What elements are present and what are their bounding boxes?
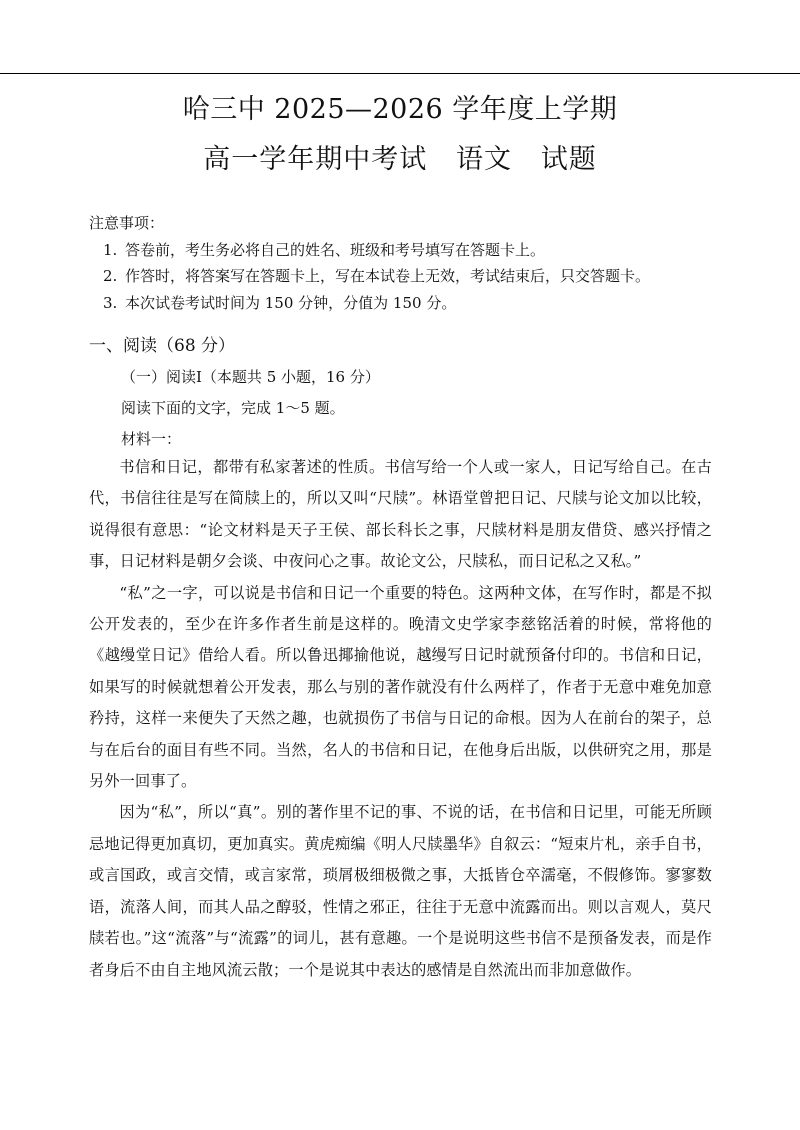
exam-title-line2: 高一学年期中考试 语文 试题 <box>203 144 597 175</box>
notes-item-number: 3. <box>103 293 118 312</box>
notes-item <box>103 290 729 317</box>
notes-item-number: 2. <box>103 267 118 285</box>
top-rule <box>0 73 800 74</box>
material-label: 材料一： <box>121 430 182 448</box>
notes-item-number: 1. <box>103 240 118 259</box>
notes-item-text: 本次试卷考试时间为 150 分钟，分值为 150 分。 <box>125 293 457 312</box>
article-body <box>89 452 712 986</box>
article-paragraph: 书信和日记，都带有私家著述的性质。书信写给一个人或一家人，日记写给自己。在古代，书信往往是写在简牍上的，所以又叫“尺牍”。林语堂曾把日记、尺牍与论文加以比较，说得很有意思：“论文材料是天子王侯、部长科长之事，尺牍材料是朋友借贷、感兴抒情之事，日记材料是朝夕会谈、中夜问心之事。故论文公，尺牍私，而日记私之又私。” <box>89 458 712 571</box>
notes-heading: 注意事项： <box>89 214 165 232</box>
article-paragraph: “私”之一字，可以说是书信和日记一个重要的特色。这两种文体，在写作时，都是不拟公开发表的，至少在许多作者生前是这样的。晚清文史学家李慈铭活着的时候，常将他的《越缦堂日记》借给人看。所以鲁迅揶揄他说，越缦写日记时就预备付印的。书信和日记，如果写的时候就想着公开发表，那么与别的著作就没有什么两样了，作者于无意中难免加意矜持，这样一来便失了天然之趣，也就损伤了书信与日记的命根。因为人在前台的架子，总与在后台的面目有些不同。当然，名人的书信和日记，在他身后出版，以供研究之用，那是另外一回事了。 <box>89 583 712 791</box>
exam-title-line1: 哈三中 2025—2026 学年度上学期 <box>182 94 618 125</box>
notes-item <box>103 237 729 264</box>
subsection-heading: （一）阅读Ⅰ（本题共 5 小题，16 分） <box>121 368 380 386</box>
article-paragraph: 因为“私”，所以“真”。别的著作里不记的事、不说的话，在书信和日记里，可能无所顾忌地记得更加真切，更加真实。黄虎痴编《明人尺牍墨华》自叙云：“短束片札，亲手自书，或言国政，或言交情，或言家常，琐屑极细极微之事，大抵皆仓卒濡毫，不假修饰。寥寥数语，流落人间，而其人品之醇驳，性情之邪正，往往于无意中流露而出。则以言观人，莫尺牍若也。”这“流落”与“流露”的词儿，甚有意趣。一个是说明这些书信不是预备发表，而是作者身后不由自主地风流云散；一个是说其中表达的感情是自然流出而非加意做作。 <box>89 803 712 979</box>
section-heading: 一、阅读（68 分） <box>89 336 236 356</box>
notes-block <box>89 210 729 316</box>
notes-list <box>89 237 729 317</box>
notes-item-text: 作答时，将答案写在答题卡上，写在本试卷上无效，考试结束后，只交答题卡。 <box>125 267 651 285</box>
reading-instruction: 阅读下面的文字，完成 1～5 题。 <box>121 399 345 417</box>
notes-item <box>103 263 729 290</box>
notes-item-text: 答卷前，考生务必将自己的姓名、班级和考号填写在答题卡上。 <box>125 240 546 259</box>
